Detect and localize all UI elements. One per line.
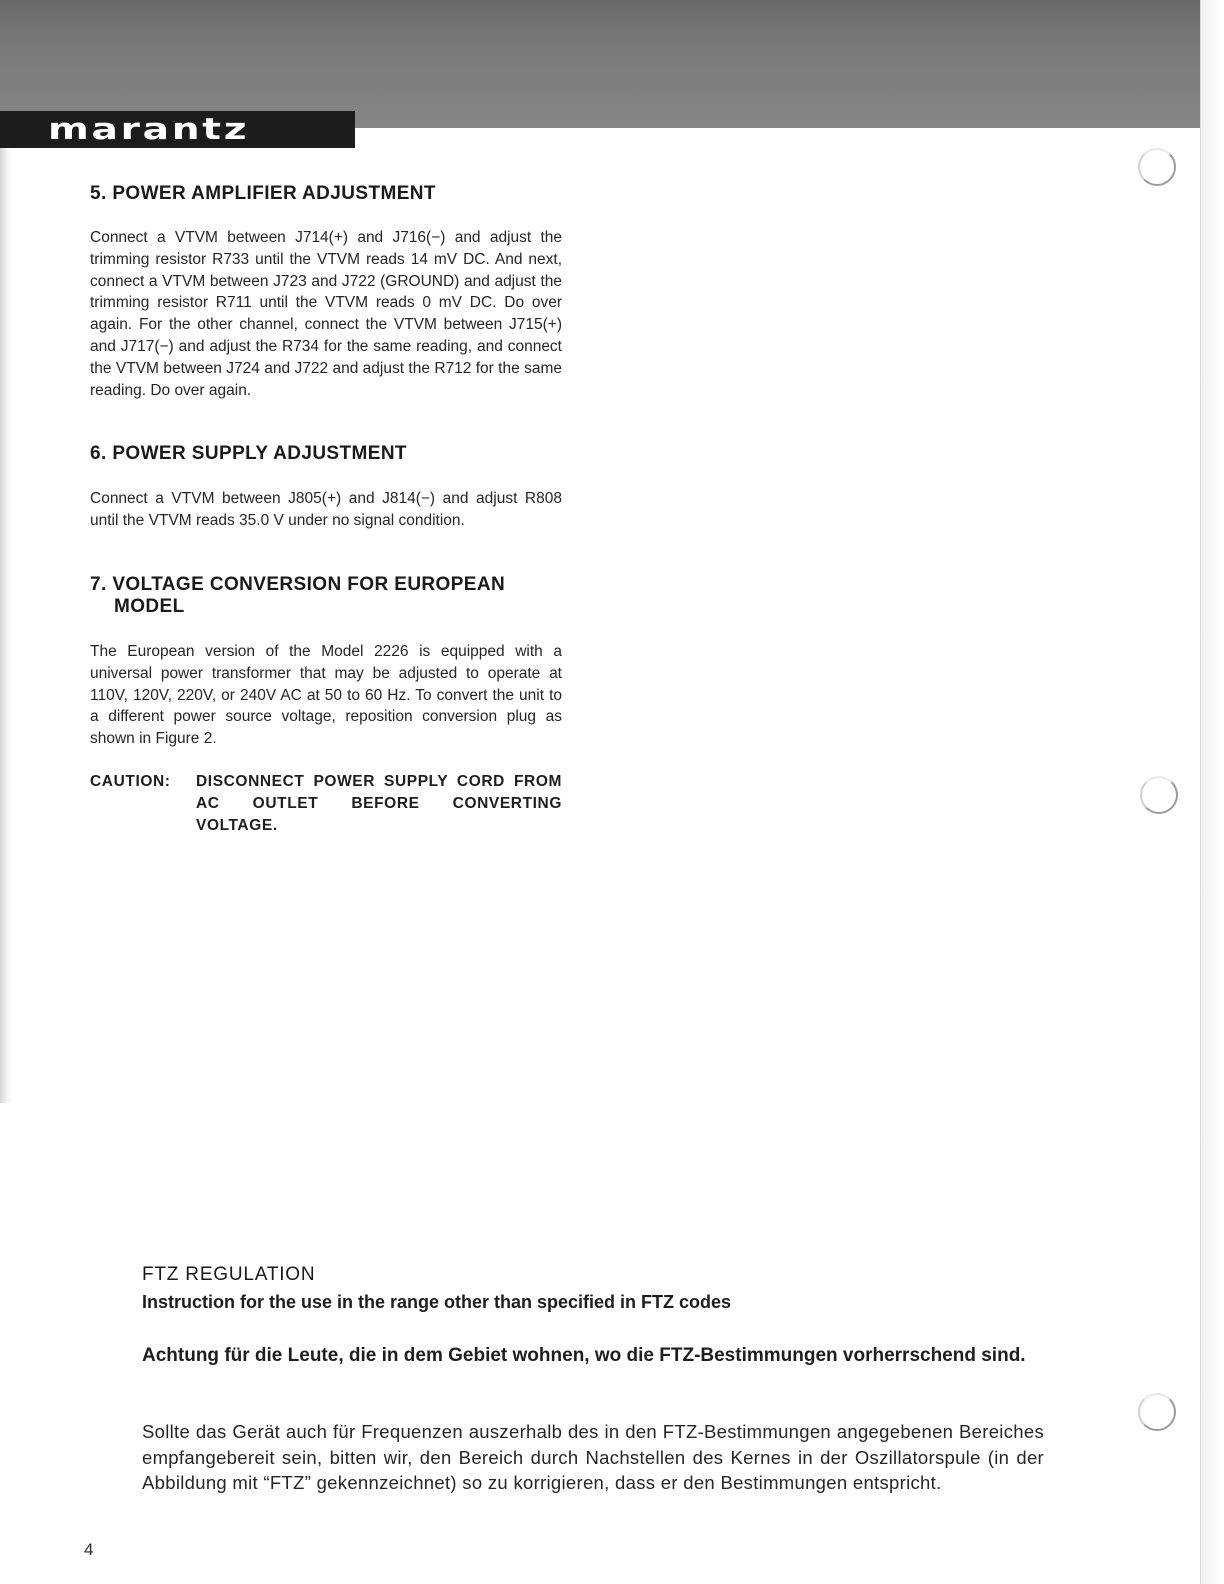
ftz-warning: Achtung für die Leute, die in dem Gebiet wohnen, wo die FTZ-Bestimmungen vorherrschend sind. bbox=[142, 1345, 1026, 1366]
section-7-title-line2: MODEL bbox=[114, 596, 185, 617]
section-6-body: Connect a VTVM between J805(+) and J814(−) and adjust R808 until the VTVM reads 35.0 V under no signal condition. bbox=[90, 490, 562, 529]
page-edge-right bbox=[1200, 0, 1224, 1584]
punch-hole-top bbox=[1138, 148, 1176, 186]
main-column bbox=[90, 180, 562, 860]
section-5-heading bbox=[90, 183, 562, 205]
page-number: 4 bbox=[84, 1540, 94, 1559]
ftz-body: Sollte das Gerät auch für Frequenzen auszerhalb des in den FTZ-Bestimmungen angegebenen Bereiches empfangebereit sein, bitten wir, den Bereich durch Nachstellen des Kernes in der Oszillatorspule (in der Abbildung mit “FTZ” gekennzeichnet) so zu korrigieren, dass er den Bestimmungen entspricht. bbox=[142, 1421, 1044, 1493]
section-6-number: 6. bbox=[90, 443, 107, 464]
caution-text: DISCONNECT POWER SUPPLY CORD FROM AC OUTLET BEFORE CONVERTING VOLTAGE. bbox=[196, 773, 562, 834]
section-5-body: Connect a VTVM between J714(+) and J716(−) and adjust the trimming resistor R733 until the VTVM reads 14 mV DC. And next, connect a VTVM between J723 and J722 (GROUND) and adjust the trimming resistor R711 until the VTVM reads 0 mV DC. Do over again. For the other channel, connect the VTVM between J715(+) and J717(−) and adjust the R734 for the same reading, and connect the VTVM between J724 and J722 and adjust the R712 for the same reading. Do over again. bbox=[90, 229, 562, 399]
ftz-subtitle: Instruction for the use in the range other than specified in FTZ codes bbox=[142, 1292, 732, 1312]
punch-hole-middle bbox=[1140, 776, 1178, 814]
section-7-number: 7. bbox=[90, 574, 107, 595]
brand-bar bbox=[0, 111, 355, 148]
section-5-title: POWER AMPLIFIER ADJUSTMENT bbox=[112, 183, 436, 204]
section-7-heading bbox=[90, 574, 562, 618]
ftz-title: FTZ REGULATION bbox=[142, 1264, 316, 1285]
section-5-number: 5. bbox=[90, 183, 107, 204]
section-6-heading bbox=[90, 443, 562, 465]
section-7-title-line1: VOLTAGE CONVERSION FOR EUROPEAN bbox=[112, 574, 506, 595]
ftz-section bbox=[142, 1264, 1044, 1524]
punch-hole-bottom bbox=[1138, 1393, 1176, 1431]
section-6-title: POWER SUPPLY ADJUSTMENT bbox=[112, 443, 407, 464]
section-7-body: The European version of the Model 2226 is equipped with a universal power transformer that may be adjusted to operate at 110V, 120V, 220V, or 240V AC at 50 to 60 Hz. To convert the unit to a different power source voltage, reposition conversion plug as shown in Figure 2. bbox=[90, 643, 562, 748]
brand-logo: marantz bbox=[48, 112, 250, 146]
page-edge-left bbox=[0, 148, 12, 1103]
header-band bbox=[0, 0, 1200, 128]
caution-label: CAUTION: bbox=[90, 773, 171, 790]
